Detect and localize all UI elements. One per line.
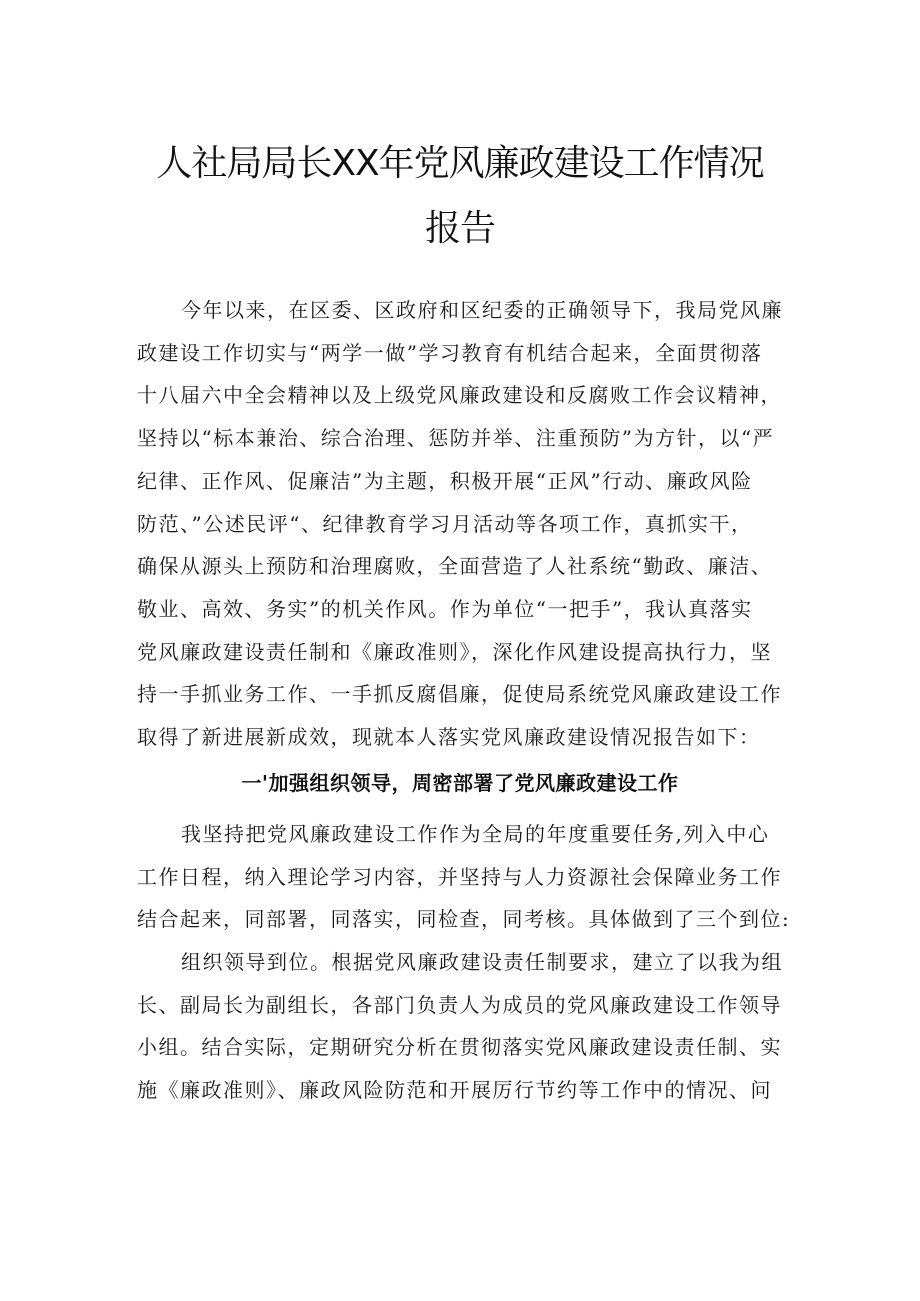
text-line: 小组。结合实际，定期研究分析在贯彻落实党风廉政建设责任制、实 xyxy=(137,1035,782,1060)
text-line: 长、副局长为副组长，各部门负责人为成员的党风廉政建设工作领导 xyxy=(137,992,782,1017)
text-line: 我坚持把党风廉政建设工作作为全局的年度重要任务,列入中心 xyxy=(181,822,770,846)
text-line: 确保从源头上预防和治理腐败，全面营造了人社系统“勤政、廉洁、 xyxy=(137,554,773,579)
text-line: 十八届六中全会精神以及上级党风廉政建设和反腐败工作会议精神， xyxy=(137,383,782,408)
text-line: 坚持以“标本兼治、综合治理、惩防并举、注重预防”为方针，以“严 xyxy=(137,426,775,451)
text-line: 结合起来，同部署，同落实，同检查，同考核。具体做到了三个到位: xyxy=(137,907,791,932)
text-line: 持一手抓业务工作、一手抓反腐倡廉，促使局系统党风廉政建设工作 xyxy=(137,682,782,707)
text-line: 施《廉政准则》、廉政风险防范和开展厉行节约等工作中的情况、问 xyxy=(137,1078,772,1103)
section-heading-1: 一'加强组织领导，周密部署了党风廉政建设工作 xyxy=(241,771,679,795)
text-line: 工作日程，纳入理论学习内容，并坚持与人力资源社会保障业务工作 xyxy=(137,864,782,889)
text-line: 纪律、正作风、促廉洁”为主题，积极开展“正风”行动、廉政风险 xyxy=(137,468,753,493)
document-title-line-2: 报告 xyxy=(424,208,495,249)
text-line: 防范、”公述民评“、纪律教育学习月活动等各项工作，真抓实干， xyxy=(137,511,753,536)
text-line: 取得了新进展新成效，现就本人落实党风廉政建设情况报告如下： xyxy=(137,725,761,750)
paragraph-intro xyxy=(137,289,797,759)
text-line: 今年以来，在区委、区政府和区纪委的正确领导下，我局党风廉 xyxy=(181,298,783,322)
text-line: 敬业、高效、务实”的机关作风。作为单位“一把手”，我认真落实 xyxy=(137,596,753,621)
paragraph-organization xyxy=(137,941,797,1112)
text-line: 党风廉政建设责任制和《廉政准则》，深化作风建设提高执行力，坚 xyxy=(137,639,772,664)
document-title-line-1: 人社局局长XX年党风廉政建设工作情况 xyxy=(156,143,764,184)
text-line: 组织领导到位。根据党风廉政建设责任制要求，建立了以我为组 xyxy=(181,950,783,974)
text-line: 政建设工作切实与“两学一做”学习教育有机结合起来，全面贯彻落 xyxy=(137,340,763,365)
paragraph-section-1-intro xyxy=(137,813,797,941)
